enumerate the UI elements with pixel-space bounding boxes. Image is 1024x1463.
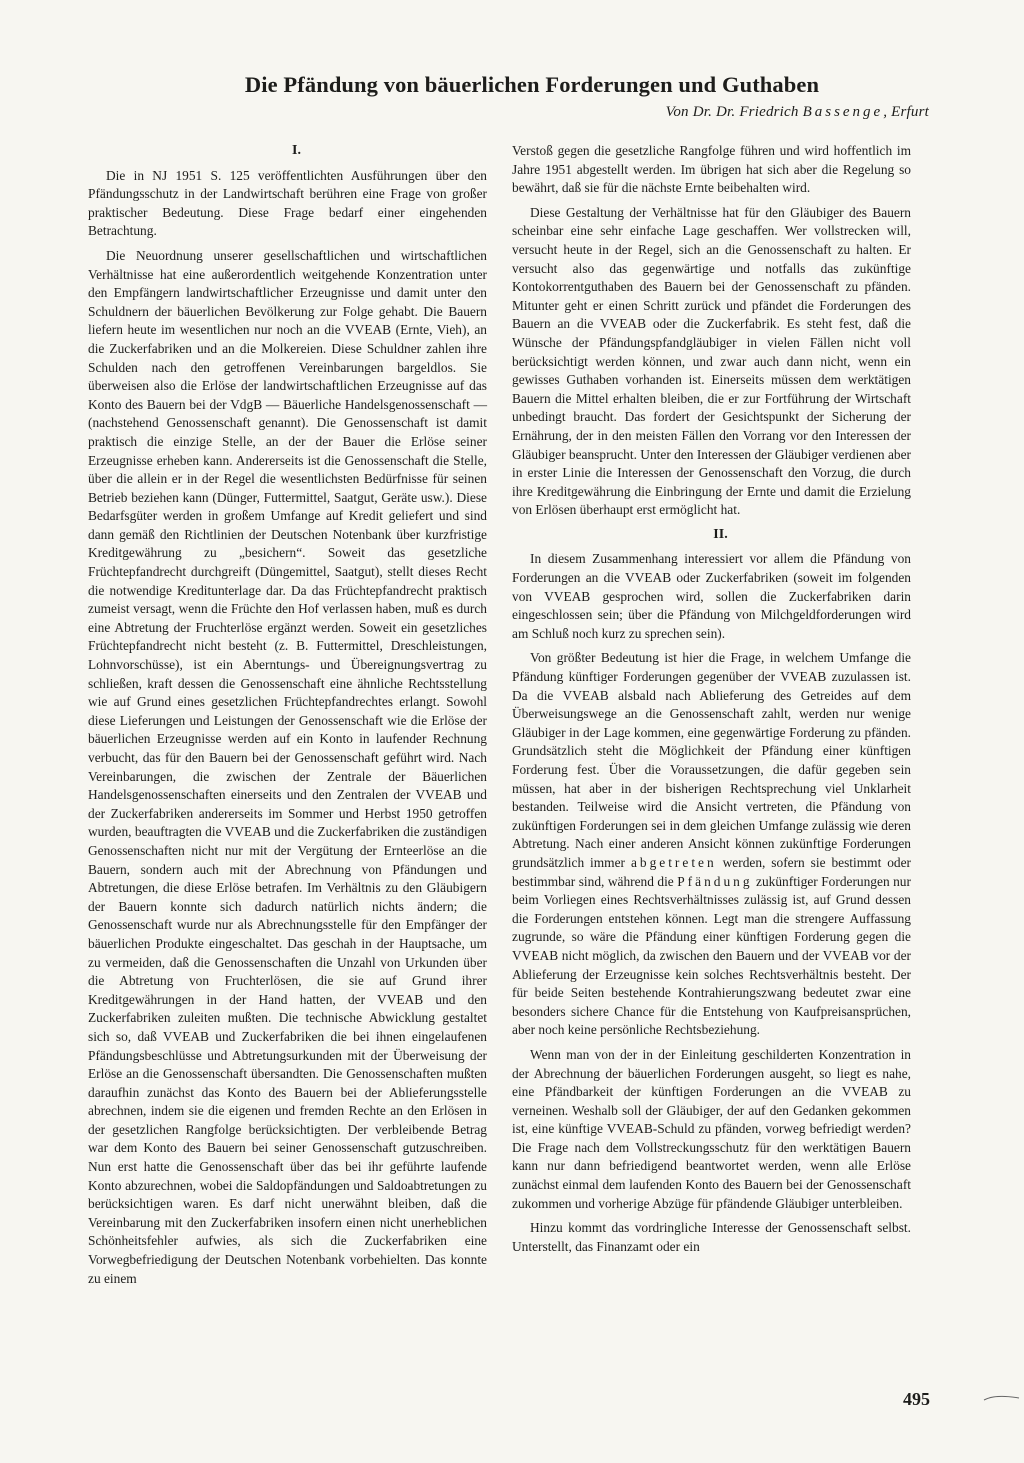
paragraph: Diese Gestaltung der Verhältnisse hat für den Gläubiger des Bauern scheinbar eine sehr einfache Lage geschaffen. Wer vollstrecken will, versucht heute in der Regel, sich an die Genossenschaft zu halten. Er versucht also das gegenwärtige und notfalls das zukünftige Kontokorrentguthaben des Bauern bei der Genossenschaft zu pfänden. Mitunter geht er einen Schritt zurück und pfändet die Forderungen des Bauern an die VVEAB oder die Zuckerfabrik. Es steht fest, daß die Wünsche der Pfändungspfandgläubiger in vielen Fällen nicht voll berücksichtigt werden können, und zwar auch dann nicht, wenn ein gewisses Guthaben vorhanden ist. Einerseits müssen dem werktätigen Bauern die Mittel erhalten bleiben, die er zur Fortführung der Wirtschaft unbedingt braucht. Das fordert der Gesichtspunkt der Sicherung der Ernährung, der in den meisten Fällen den Vorrang vor den Interessen der Gläubiger beansprucht. Unter den Interessen der Gläubiger verdienen aber in erster Linie die Interessen der Genossenschaft den Vorzug, die durch ihre Kreditgewährung die Einbringung der Ernte und damit die Erzielung von Erlösen überhaupt erst ermöglicht hat. [512,204,911,518]
emphasis-pfaendung: Pfändung [677,873,753,889]
byline [666,104,929,121]
section-heading-2: II. [713,526,728,542]
paragraph-continued: Verstoß gegen die gesetzliche Rangfolge führen und wird hoffentlich im Jahre 1951 abgestellt werden. Im übrigen hat sich aber die Regelung so bewährt, daß sie für die nächste Ernte beibehalten wird. [512,143,911,196]
section-heading-1: I. [292,143,301,158]
paragraph: Die Neuordnung unserer gesellschaftlichen und wirtschaftlichen Verhältnisse hat eine außerordentlich weitgehende Konzentration unter den Empfängern landwirtschaftlicher Erzeugnisse und damit unter den Schuldnern der bäuerlichen Bevölkerung zur Folge gehabt. Die Bauern liefern heute im wesentlichen nur noch an die VVEAB (Ernte, Vieh), an die Zuckerfabriken und an die Molkereien. Diese Schuldner zahlen ihre Schulden nach den getroffenen Vereinbarungen bargeldlos. Sie überweisen also die Erlöse der landwirtschaftlichen Erzeugnisse auf das Konto des Bauern bei der VdgB — Bäuerliche Handelsgenossenschaft — (nachstehend Genossenschaft genannt). Die Genossenschaft ist damit praktisch die einzige Stelle, an der der Bauer die Erlöse seiner Erzeugnisse erheben kann. Andererseits ist die Genossenschaft die Stelle, über die allein er in der Regel die wesentlichsten Bedürfnisse für seinen Betrieb beziehen kann (Dünger, Futtermittel, Saatgut, Geräte usw.). Diese Bedarfsgüter werden in großem Umfange auf Kredit geliefert und sind dann gemäß den Richtlinien der Deutschen Notenbank über kurzfristige Kreditgewährung zu „besichern“. Soweit das gesetzliche Früchtepfandrecht durchgreift (Düngemittel, Saatgut), stellt dieses Recht die notwendige Kreditunterlage dar. Da das Früchtepfandrecht praktisch zumeist versagt, wenn die Früchte den Hof verlassen haben, muß es durch eine Abtretung der Fruchterlöse ergänzt werden. Soweit ein gesetzliches Früchtepfandrecht nicht besteht (z. B. Futtermittel, Dreschleistungen, Lohnvorschüsse), ist ein Aberntungs- und Übereignungsvertrag zu schließen, kraft dessen die Genossenschaft eine ähnliche Rechtsstellung wie auf Grund eines gesetzlichen Früchtepfandrechtes erlangt. Sowohl diese Lieferungen und Leistungen der Genossenschaft wie die Erlöse der bäuerlichen Erzeugnisse werden auf ein Konto in laufender Rechnung verbucht, das für den Bauern bei der Genossenschaft geführt wird. Nach Vereinbarungen, die zwischen der Zentrale der Bäuerlichen Handelsgenossenschaften einerseits und den Zentralen der VVEAB und der Zuckerfabriken andererseits im Sommer und Herbst 1950 getroffen wurden, beauftragten die VVEAB und die Zuckerfabriken die zuständigen Genossenschaften nicht nur mit der Vergütung der Ernteerlöse an die Bauern, sondern auch mit der Abrechnung von Pfändungen und Abtretungen, die diese Erlöse betrafen. Im Verhältnis zu den Gläubigern der Bauern konnte sich dadurch natürlich nichts ändern; die Genossenschaft wurde nur als Abrechnungsstelle für den Empfänger der bäuerlichen Produkte eingeschaltet. Das geschah in der Hauptsache, um zu vermeiden, daß die Genossenschaften die Unzahl von Urkunden über die Abtretung von Fruchterlösen, die sie auf Grund ihrer Kreditgewährungen in der Hand hatten, der VVEAB und den Zuckerfabriken zuleiten mußten. Die technische Abwicklung gestaltet sich so, daß VVEAB und Zuckerfabriken die bei ihnen eingelaufenen Pfändungsbeschlüsse und Abtretungsurkunden mit der Überweisung der Erlöse an die Genossenschaft übersandten. Die Genossenschaften mußten daraufhin zunächst das Konto des Bauern bei der Ablieferungsstelle abrechnen, indem sie die eigenen und fremden Rechte an den Erlösen in der gesetzlichen Rangfolge berücksichtigten. Der verbleibende Betrag war dem Konto des Bauern bei seiner Genossenschaft gutzuschreiben. Nun erst hatte die Genossenschaft über das bei ihr geführte laufende Konto abzurechnen, wobei die Saldopfändungen und Saldoabtretungen zu berücksichtigen waren. Es darf nicht unerwähnt bleiben, daß die Vereinbarung mit den Zuckerfabriken insofern einen nicht unerheblichen Schönheitsfehler aufwies, als sich die Zuckerfabriken eine Vorwegbefriedigung der Deutschen Notenbank vorbehielten. Das konnte zu einem [88,247,487,1286]
paragraph-text: Von größter Bedeutung ist hier die Frage, in welchem Umfange die Pfändung künftiger Forderungen gegenüber der VVEAB zuzulassen ist. Da die VVEAB alsbald nach Ablieferung des Getreides auf dem Überweisungswege an die Genossenschaft zahlt, werden nur wenige Gläubiger in der Lage kommen, eine gegenwärtige Forderung zu pfänden. Grundsätzlich steht die Möglichkeit der Pfändung einer künftigen Forderung fest. Über die Voraussetzungen, die dafür gegeben sein müssen, hat aber in der bisherigen Rechtsprechung viel Unklarheit bestanden. Teilweise wird die Ansicht vertreten, die Pfändung von zukünftigen Forderungen sei in dem gleichen Umfange zulässig wie deren Abtretung. Nach einer anderen Ansicht können zukünftige Forderungen grundsätzlich immer [512,650,911,870]
byline-prefix: Von Dr. Dr. Friedrich [665,104,799,120]
page-number: 495 [903,1389,930,1409]
paragraph: Die in NJ 1951 S. 125 veröffentlichten Ausführungen über den Pfändungsschutz in der Landwirtschaft berühren eine Frage von großer praktischer Bedeutung. Diese Frage bedarf einer eingehenden Betrachtung. [88,167,487,239]
right-column [512,142,911,1262]
paragraph: Hinzu kommt das vordringliche Interesse der Genossenschaft selbst. Unterstellt, das Finanzamt oder ein [512,1220,911,1254]
paragraph [512,649,911,1039]
paragraph-text: werden, sofern sie bestimmt oder bestimmbar sind, während die [512,854,911,889]
byline-place: , Erfurt [883,104,929,120]
page-corner-mark [983,1392,1021,1402]
left-column [88,142,487,1294]
paragraph: In diesem Zusammenhang interessiert vor allem die Pfändung von Forderungen an die VVEAB oder Zuckerfabriken (soweit im folgenden von VVEAB gesprochen wird, sollen die Zuckerfabriken darin eingeschlossen sein; über die Pfändung von Milchgeldforderungen wird am Schluß noch kurz zu sprechen sein). [512,551,911,641]
emphasis-abgetreten: abgetreten [630,854,717,870]
paragraph-text: zukünftiger Forderungen nur beim Vorliegen eines Rechtsverhältnisses zulässig ist, auf Grund dessen die Forderungen entstehen können. Legt man die strengere Auffassung zugrunde, so wäre die Pfändung einer künftigen Forderung gegen die VVEAB nicht möglich, da zwischen den Bauern und der VVEAB vor der Ablieferung der Erzeugnisse kein solches Rechtsverhältnis besteht. Der für beide Seiten bestehende Kontrahierungszwang bedeutet zwar eine besonders sichere Chance für die Entstehung von Kaufpreisansprüchen, aber noch keine persönliche Rechtsbeziehung. [512,873,911,1038]
byline-author-name: Bassenge [802,104,884,120]
article-title: Die Pfändung von bäuerlichen Forderungen und Guthaben [244,72,820,97]
paragraph: Wenn man von der in der Einleitung geschilderten Konzentration in der Abrechnung der bäuerlichen Forderungen ausgeht, so liegt es nahe, eine Pfändbarkeit der künftigen Forderungen an die VVEAB zu verneinen. Weshalb soll der Gläubiger, der auf den Gedanken gekommen ist, eine künftige VVEAB-Schuld zu pfänden, vorweg befriedigt werden? Die Frage nach dem Vollstreckungsschutz für den werktätigen Bauern kann nur dann befriedigend beantwortet werden, wenn alle Erlöse zunächst einmal dem laufenden Konto des Bauern bei der Genossenschaft zukommen und vorherige Abzüge für pfändende Gläubiger unterbleiben. [512,1046,911,1211]
